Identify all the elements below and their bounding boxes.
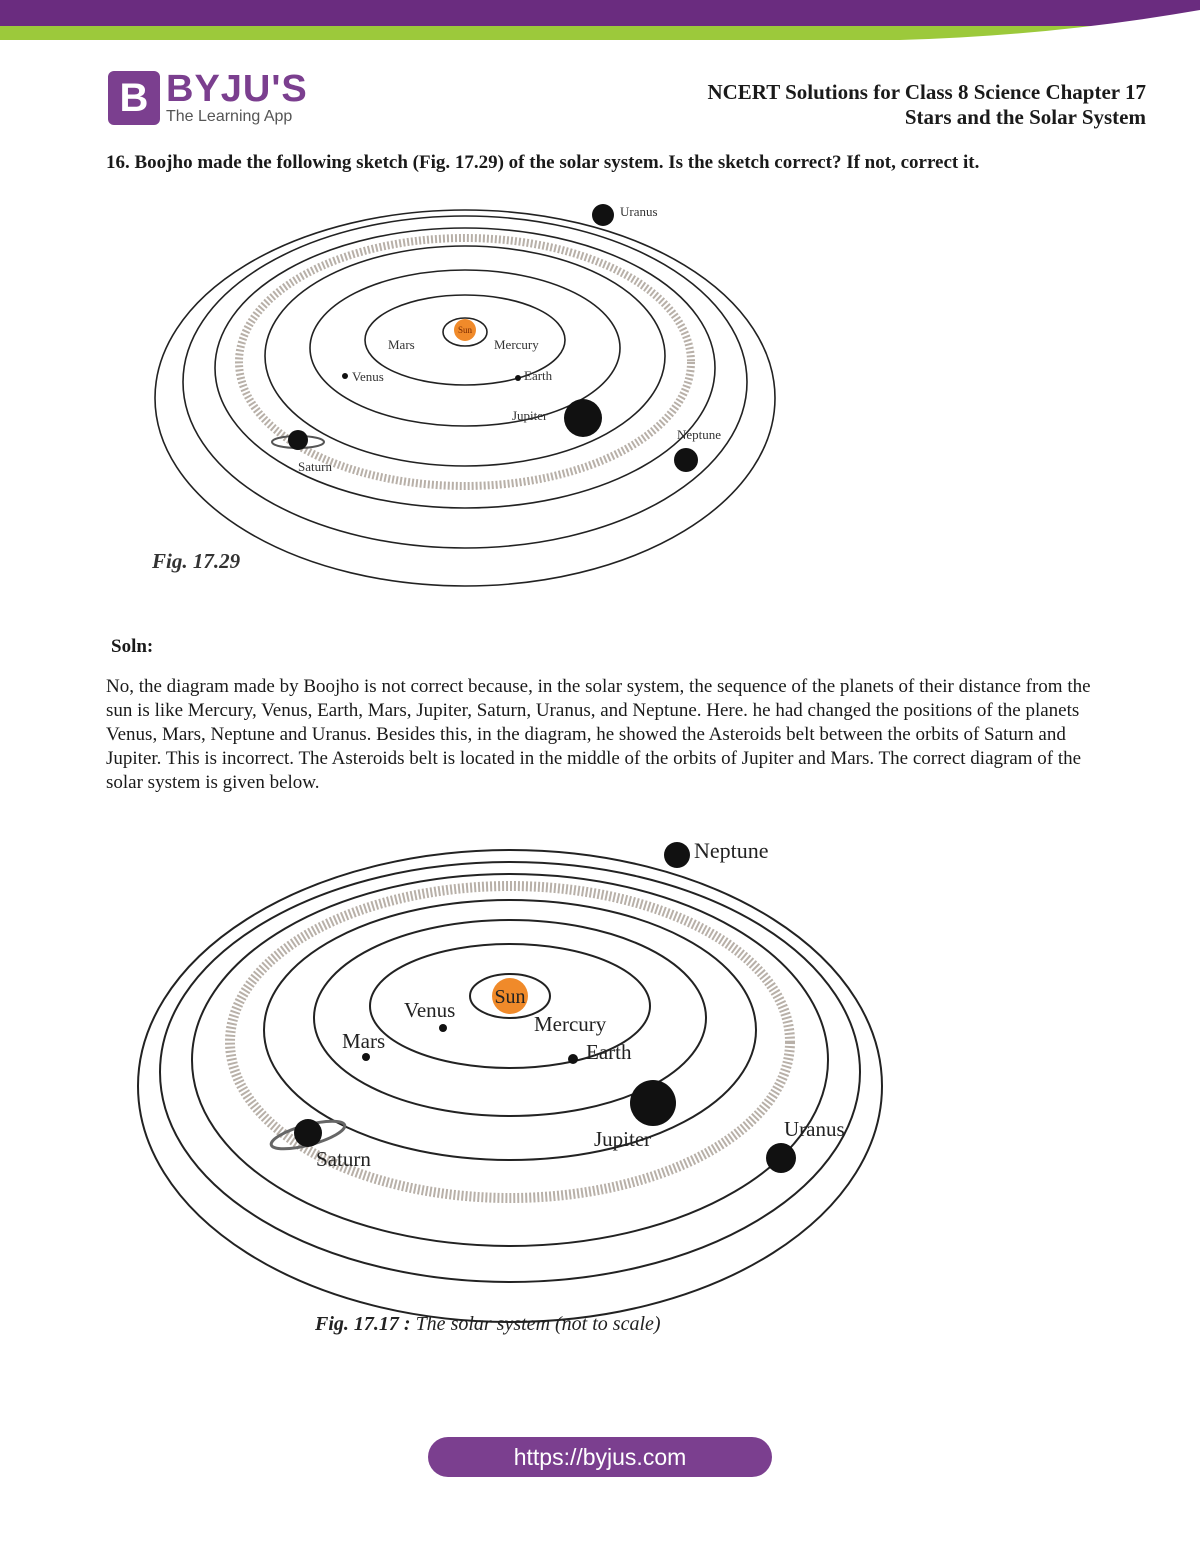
figure-17-29 [140,190,800,590]
orbit-5 [192,874,828,1246]
mercury-label: Mercury [534,1012,607,1036]
jupiter-planet [630,1080,676,1126]
uranus-planet [766,1143,796,1173]
venus-planet [342,373,348,379]
venus-label: Venus [404,998,456,1022]
saturn-label: Saturn [316,1147,371,1171]
saturn-planet [294,1119,322,1147]
neptune-planet [674,448,698,472]
title-line-1: NCERT Solutions for Class 8 Science Chapter 17 [707,80,1146,104]
mercury-label: Mercury [494,337,539,352]
orbit-8 [155,194,775,562]
jupiter-label: Jupiter [512,408,548,423]
byjus-logo [108,70,308,126]
title-line-2: Stars and the Solar System [904,105,1146,129]
uranus-label: Uranus [784,1117,845,1141]
venus-label: Venus [352,369,384,384]
saturn-label: Saturn [298,459,332,474]
asteroid-belt [230,886,790,1198]
orbit-4 [265,246,665,466]
answer-text: No, the diagram made by Boojho is not correct because, in the solar system, the sequence of the planets of their distance from the sun is like Mercury, Venus, Earth, Mars, Jupiter, Saturn, Uranus, and Neptune. Here. he had changed the positions of the planets Venus, Mars, Neptune and Uranus. Besides this, in the diagram, he showed the Asteroids belt between the orbits of Saturn and Jupiter. This is incorrect. The Asteroids belt is located in the middle of the orbits of Jupiter and Mars. The correct diagram of the solar system is given below. [106,676,1091,793]
figure2-caption-text: The solar system (not to scale) [410,1313,661,1335]
neptune-label: Neptune [677,427,722,442]
earth-label: Earth [586,1040,632,1064]
mars-label: Mars [342,1029,386,1053]
logo-mark [108,71,160,125]
figure1-caption: Fig. 17.29 [152,549,241,573]
earth-label: Earth [524,368,553,383]
header-band-curve [0,0,1200,40]
question-text: 16. Boojho made the following sketch (Fig. 17.29) of the solar system. Is the sketch correct? If not, correct it. [106,152,980,173]
saturn-planet [288,430,308,450]
figure-17-17 [120,830,900,1350]
uranus-label: Uranus [620,204,658,219]
soln-label: Soln: [111,636,154,657]
earth-planet [515,375,521,381]
sun-label: Sun [494,986,526,1008]
logo-letter: B [119,75,149,120]
document-title [707,80,1146,130]
footer-url-link[interactable]: https://byjus.com [428,1437,772,1477]
mars-label: Mars [388,337,415,352]
mars-planet [362,1053,370,1061]
jupiter-planet [564,399,602,437]
figure2-caption-bold: Fig. 17.17 : [315,1313,411,1335]
asteroid-belt [239,238,691,486]
neptune-planet [664,842,690,868]
logo-tagline: The Learning App [166,108,293,125]
neptune-label: Neptune [694,838,769,863]
jupiter-label: Jupiter [594,1127,652,1151]
logo-brand: BYJU'S [166,68,308,110]
orbit-6 [160,862,860,1282]
earth-planet [568,1054,578,1064]
venus-planet [439,1024,447,1032]
sun-label: Sun [457,325,473,335]
orbit-6 [183,216,747,548]
figure2-caption [314,1313,661,1335]
uranus-planet [592,204,614,226]
